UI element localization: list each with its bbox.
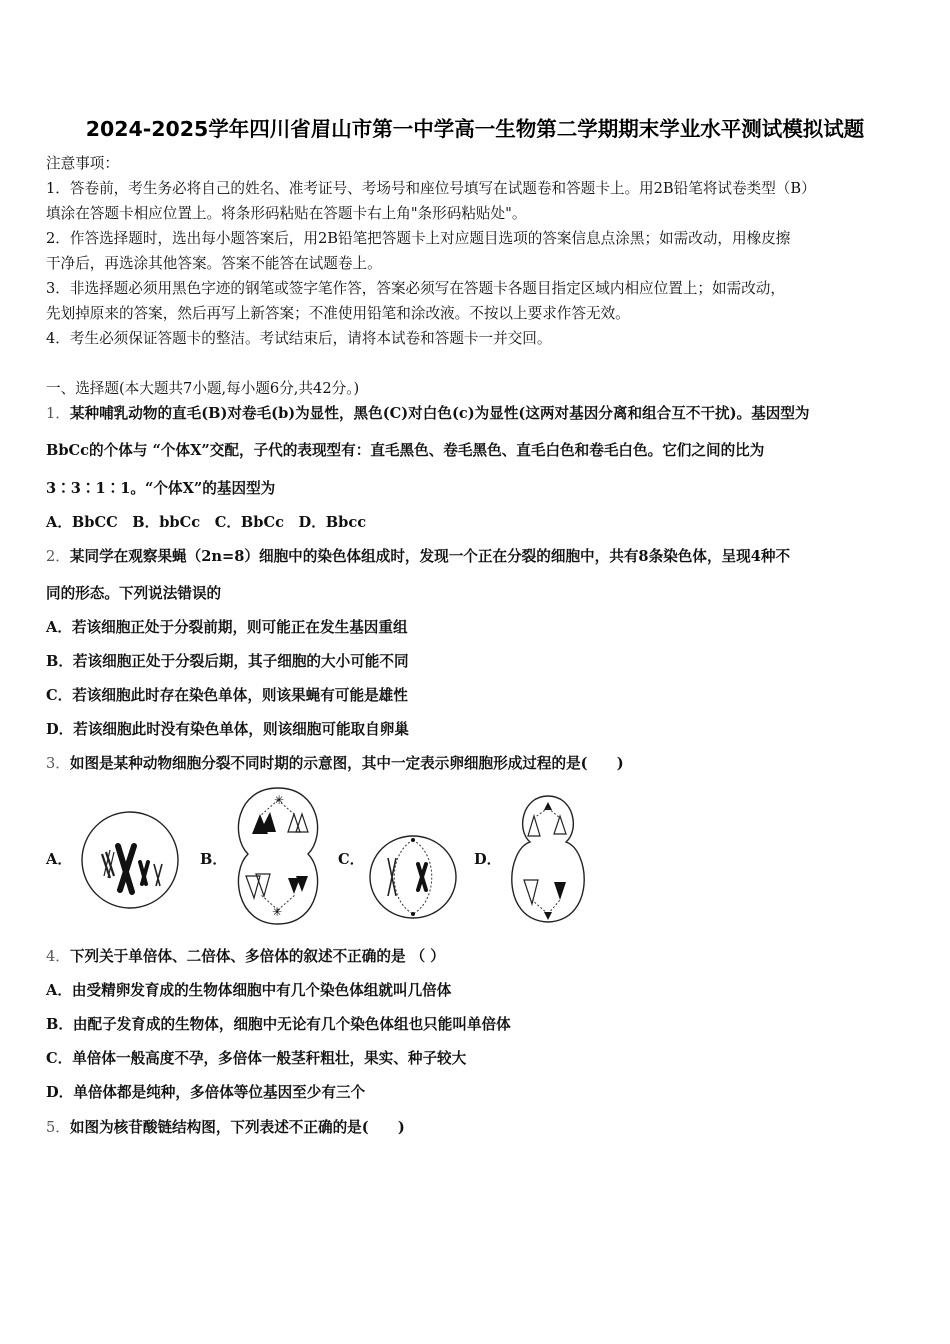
centrosome-icon: ✳ bbox=[274, 793, 285, 807]
figure-d-label: D． bbox=[474, 851, 502, 868]
notice-heading: 注意事项： bbox=[46, 155, 119, 172]
option-c: C．若该细胞此时存在染色单体，则该果蝇有可能是雄性 bbox=[46, 687, 408, 704]
centrosome-icon: ✳ bbox=[272, 905, 283, 919]
question-2-line-1 bbox=[46, 545, 790, 566]
question-number: 5． bbox=[46, 1119, 70, 1136]
question-1-line-1 bbox=[46, 402, 810, 423]
question-number: 1． bbox=[46, 405, 70, 422]
question-number: 4． bbox=[46, 948, 70, 965]
question-2-line-2: 同的形态。下列说法错误的 bbox=[46, 585, 222, 602]
question-3-line bbox=[46, 752, 624, 773]
notice-line: 3．非选择题必须用黑色字迹的钢笔或签字笔作答，答案必须写在答题卡各题目指定区域内相应位置上；如需改动， bbox=[46, 280, 785, 297]
question-5-line bbox=[46, 1116, 405, 1137]
question-1-line-2: BbCc的个体与 “个体X”交配，子代的表现型有：直毛黑色、卷毛黑色、直毛白色和卷毛白色。它们之间的比为 bbox=[46, 442, 765, 459]
question-text: 下列关于单倍体、二倍体、多倍体的叙述不正确的是 （ ） bbox=[69, 948, 445, 965]
cell-diagram-c bbox=[368, 834, 458, 920]
option-b: B．若该细胞正处于分裂后期，其子细胞的大小可能不同 bbox=[46, 653, 409, 670]
option-d: D．若该细胞此时没有染色单体，则该细胞可能取自卵巢 bbox=[46, 721, 409, 738]
notice-line: 2．作答选择题时，选出每小题答案后，用2B铅笔把答题卡上对应题目选项的答案信息点涂黑；如需改动，用橡皮擦 bbox=[46, 230, 791, 247]
notice-line: 干净后，再选涂其他答案。答案不能答在试题卷上。 bbox=[46, 255, 382, 272]
figure-c-label: C． bbox=[338, 851, 365, 868]
option-a: A．由受精卵发育成的生物体细胞中有几个染色体组就叫几倍体 bbox=[46, 982, 452, 999]
question-number: 3． bbox=[46, 755, 70, 772]
question-text: 某种哺乳动物的直毛(B)对卷毛(b)为显性，黑色(C)对白色(c)为显性(这两对基因分离和组合互不干扰)。基因型为 bbox=[69, 405, 810, 422]
option-c: C．单倍体一般高度不孕，多倍体一般茎秆粗壮，果实、种子较大 bbox=[46, 1050, 467, 1067]
option-b: B．由配子发育成的生物体，细胞中无论有几个染色体组也只能叫单倍体 bbox=[46, 1016, 511, 1033]
question-text: 如图为核苷酸链结构图，下列表述不正确的是( ) bbox=[69, 1119, 405, 1136]
question-1-options: A．BbCC B．bbCc C．BbCc D．Bbcc bbox=[46, 514, 367, 531]
option-a: A．若该细胞正处于分裂前期，则可能正在发生基因重组 bbox=[46, 619, 408, 636]
question-text: 某同学在观察果蝇（2n=8）细胞中的染色体组成时，发现一个正在分裂的细胞中，共有8条染色体，呈现4种不 bbox=[69, 548, 791, 565]
cell-diagram-a bbox=[80, 810, 180, 910]
question-4-line bbox=[46, 945, 445, 966]
cell-diagram-d bbox=[504, 794, 592, 924]
page-title: 2024-2025学年四川省眉山市第一中学高一生物第二学期期末学业水平测试模拟试题 bbox=[85, 117, 865, 141]
question-text: 如图是某种动物细胞分裂不同时期的示意图，其中一定表示卵细胞形成过程的是( ) bbox=[69, 755, 624, 772]
figure-b-label: B． bbox=[200, 851, 227, 868]
notice-line: 填涂在答题卡相应位置上。将条形码粘贴在答题卡右上角"条形码粘贴处"。 bbox=[46, 205, 527, 222]
option-d: D．单倍体都是纯种，多倍体等位基因至少有三个 bbox=[46, 1084, 366, 1101]
question-number: 2． bbox=[46, 548, 70, 565]
notice-line: 先划掉原来的答案，然后再写上新答案；不准使用铅笔和涂改液。不按以上要求作答无效。 bbox=[46, 305, 630, 322]
question-1-line-3: 3∶3∶1∶1。“个体X”的基因型为 bbox=[46, 480, 276, 497]
section-heading: 一、选择题(本大题共7小题,每小题6分,共42分。) bbox=[46, 380, 360, 397]
notice-line: 4．考生必须保证答题卡的整洁。考试结束后，请将本试卷和答题卡一并交回。 bbox=[46, 330, 552, 347]
cell-diagram-b bbox=[230, 786, 326, 926]
notice-line: 1．答卷前，考生务必将自己的姓名、准考证号、考场号和座位号填写在试题卷和答题卡上。用2B铅笔将试卷类型（B） bbox=[46, 180, 816, 197]
figure-a-label: A． bbox=[46, 851, 72, 868]
